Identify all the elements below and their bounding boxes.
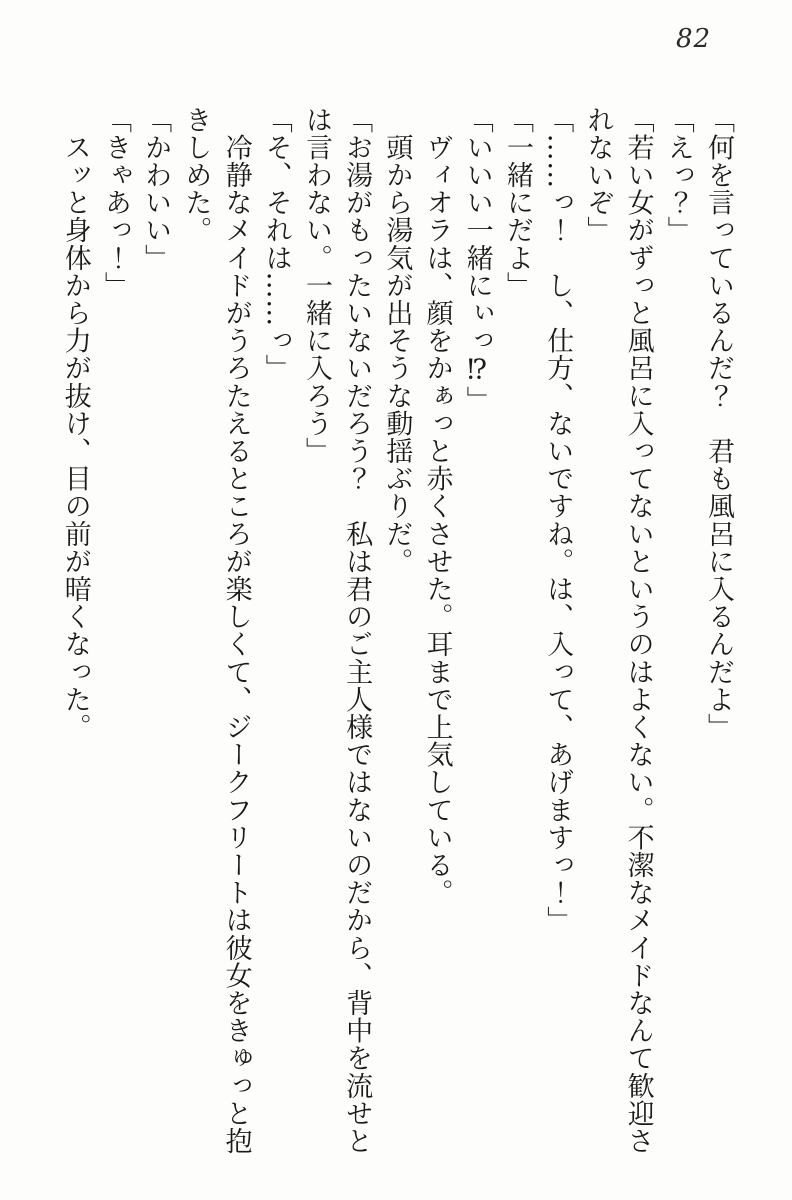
text-line: 「きゃあっ！」: [99, 106, 131, 300]
text-line: れないぞ」: [582, 106, 614, 244]
page-number: 82: [676, 24, 712, 54]
text-line: 「かわいい」: [140, 106, 172, 272]
text-line: 「お湯がもったいないだろう？ 私は君のご主人様ではないのだから、背中を流せと: [341, 106, 373, 1155]
text-line: きしめた。: [180, 106, 212, 244]
text-line: 頭から湯気が出そうな動揺ぶりだ。: [381, 106, 413, 576]
vertical-text-area: [54, 106, 738, 1164]
text-line: 「何を言っているんだ？ 君も風呂に入るんだよ」: [703, 106, 734, 741]
text-line: は言わない。一緒に入ろう」: [300, 106, 332, 465]
text-line: 「若い女がずっと風呂に入ってないというのはよくない。不潔なメイドなんて歓迎さ: [622, 106, 654, 1155]
text-line: 冷静なメイドがうろたえるところが楽しくて、ジークフリートは彼女をきゅっと抱: [220, 106, 252, 1155]
text-line: スッと身体から力が抜け、目の前が暗くなった。: [59, 106, 91, 741]
text-line: 「一緒にだよ」: [501, 106, 533, 300]
text-line: ヴィオラは、顔をかぁっと赤くさせた。耳まで上気している。: [421, 106, 453, 907]
text-line: 「いいい一緒にぃっ⁉」: [461, 106, 493, 414]
text-line: 「……っ！ し、仕方、ないですね。は、入って、あげますっ！」: [542, 106, 574, 934]
text-line: 「えっ？」: [662, 106, 694, 244]
text-line: 「そ、それは……っ」: [260, 106, 292, 382]
